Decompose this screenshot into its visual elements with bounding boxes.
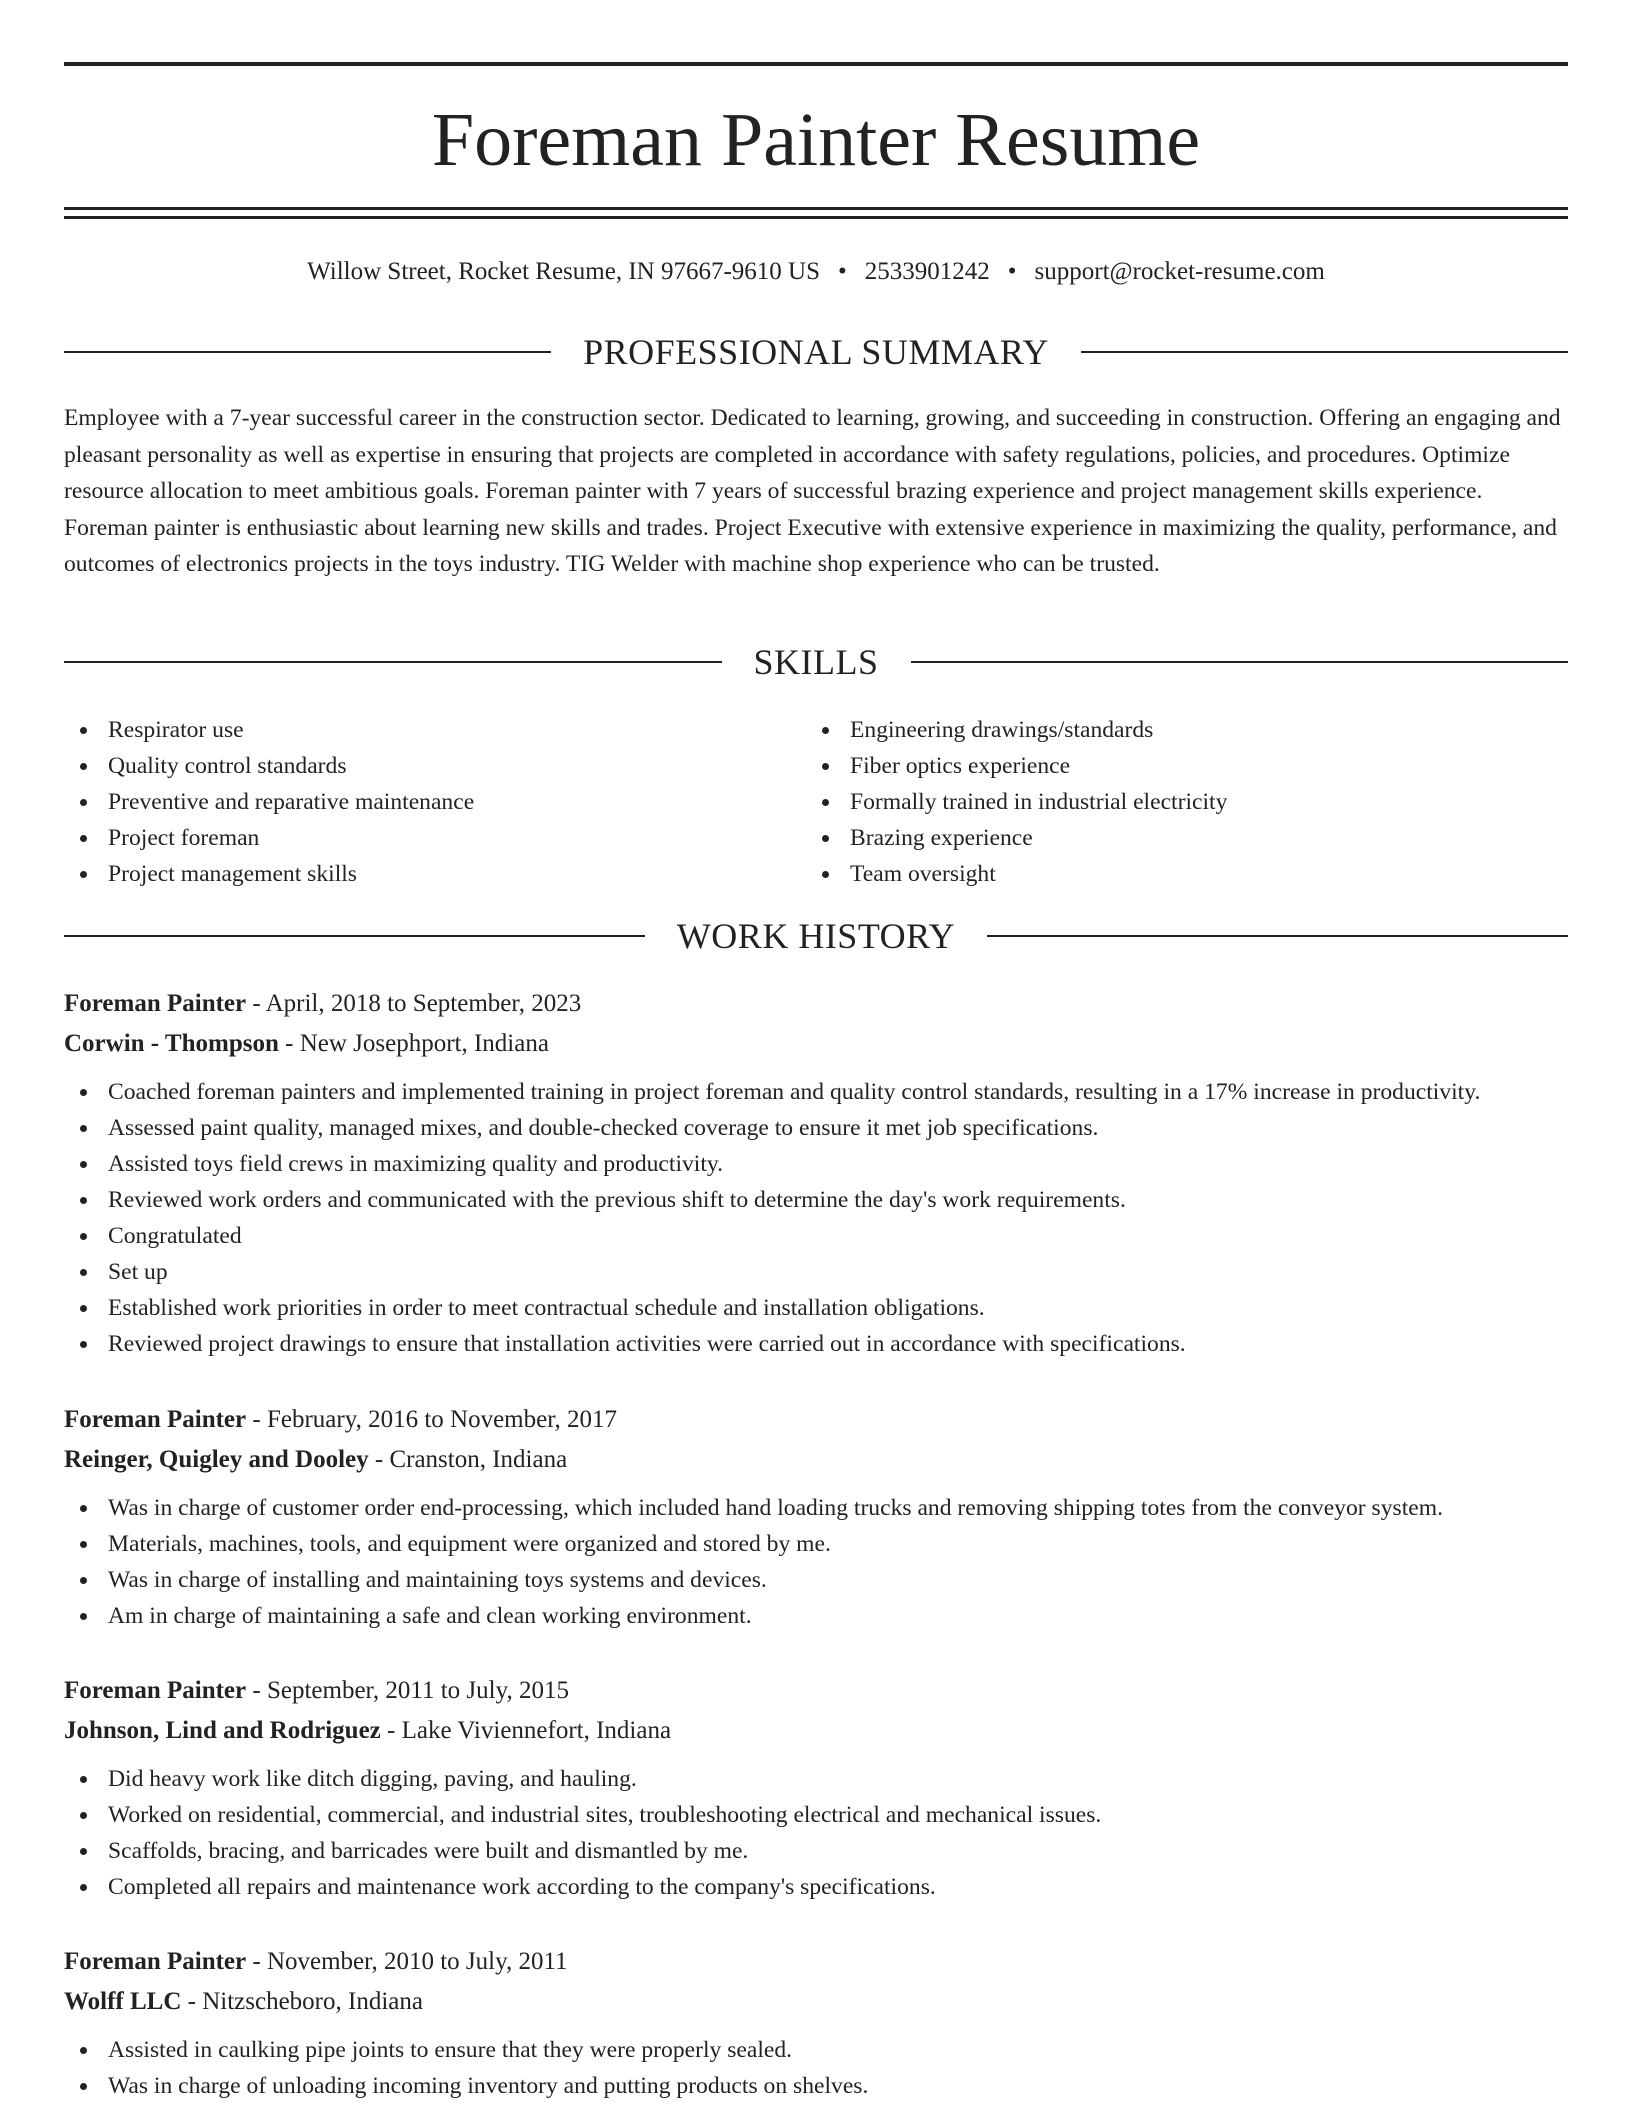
job-duty-item: Completed all repairs and maintenance work according to the company's specifications. — [64, 1869, 1568, 1905]
job-title-line — [64, 984, 1568, 1024]
skill-item: Respirator use — [64, 712, 474, 748]
section-rule-left — [64, 661, 722, 663]
job-entry — [64, 984, 1568, 1362]
skill-item: Team oversight — [806, 856, 1227, 892]
contact-separator: • — [838, 258, 847, 285]
contact-line — [64, 254, 1568, 290]
job-title: Foreman Painter — [64, 1677, 247, 1704]
contact-phone: 2533901242 — [864, 258, 990, 285]
section-title-skills: SKILLS — [753, 642, 879, 682]
job-duty-item: Set up — [64, 1254, 1568, 1290]
job-dates: - February, 2016 to November, 2017 — [246, 1406, 618, 1433]
section-rule-left — [64, 351, 551, 353]
job-duty-item: Did heavy work like ditch digging, paving, and hauling. — [64, 1761, 1568, 1797]
job-duty-item: Congratulated — [64, 1218, 1568, 1254]
skill-item: Fiber optics experience — [806, 748, 1227, 784]
job-duties-list — [64, 2032, 1568, 2104]
skill-item: Project management skills — [64, 856, 474, 892]
job-duty-item: Reviewed work orders and communicated with the previous shift to determine the day's work requirements. — [64, 1182, 1568, 1218]
skill-item: Quality control standards — [64, 748, 474, 784]
section-header-summary — [64, 332, 1568, 372]
section-header-skills — [64, 642, 1568, 682]
job-location: - Cranston, Indiana — [368, 1446, 568, 1473]
section-rule-right — [911, 661, 1569, 663]
job-company: Corwin - Thompson — [64, 1030, 279, 1057]
job-duties-list — [64, 1074, 1568, 1362]
job-company-line — [64, 1024, 1568, 1064]
skill-item: Brazing experience — [806, 820, 1227, 856]
header-bottom-rule — [64, 207, 1568, 210]
page-title: Foreman Painter Resume — [431, 98, 1201, 182]
contact-email: support@rocket-resume.com — [1034, 258, 1325, 285]
job-company-line — [64, 1440, 1568, 1480]
job-dates: - September, 2011 to July, 2015 — [246, 1677, 569, 1704]
contact-address: Willow Street, Rocket Resume, IN 97667-9610 US — [307, 258, 820, 285]
section-rule-right — [1081, 351, 1568, 353]
skill-item: Formally trained in industrial electricity — [806, 784, 1227, 820]
skills-list-right — [806, 712, 1227, 892]
job-company-line — [64, 1711, 1568, 1751]
job-duty-item: Scaffolds, bracing, and barricades were built and dismantled by me. — [64, 1833, 1568, 1869]
job-company: Reinger, Quigley and Dooley — [64, 1446, 369, 1473]
job-title: Foreman Painter — [64, 1948, 247, 1975]
job-title-line — [64, 1400, 1568, 1440]
job-title-line — [64, 1942, 1568, 1982]
job-location: - Nitzscheboro, Indiana — [181, 1988, 423, 2015]
job-title: Foreman Painter — [64, 1406, 247, 1433]
job-duty-item: Reviewed project drawings to ensure that installation activities were carried out in accordance with specifications. — [64, 1326, 1568, 1362]
skill-item: Preventive and reparative maintenance — [64, 784, 474, 820]
skills-list-left — [64, 712, 474, 892]
job-title-line — [64, 1671, 1568, 1711]
section-rule-left — [64, 935, 645, 937]
job-duty-item: Materials, machines, tools, and equipment were organized and stored by me. — [64, 1526, 1568, 1562]
job-company: Johnson, Lind and Rodriguez — [64, 1717, 381, 1744]
job-duties-list — [64, 1761, 1568, 1905]
job-duty-item: Assisted toys field crews in maximizing quality and productivity. — [64, 1146, 1568, 1182]
job-dates: - April, 2018 to September, 2023 — [246, 990, 582, 1017]
job-entry — [64, 1400, 1568, 1634]
job-duty-item: Am in charge of maintaining a safe and clean working environment. — [64, 1598, 1568, 1634]
job-entry — [64, 1942, 1568, 2104]
job-company-line — [64, 1982, 1568, 2022]
header-top-rule — [64, 62, 1568, 66]
job-duty-item: Was in charge of customer order end-processing, which included hand loading trucks and removing shipping totes from the conveyor system. — [64, 1490, 1568, 1526]
job-duty-item: Coached foreman painters and implemented training in project foreman and quality control standards, resulting in a 17% increase in productivity. — [64, 1074, 1568, 1110]
job-location: - Lake Viviennefort, Indiana — [380, 1717, 672, 1744]
job-title: Foreman Painter — [64, 990, 247, 1017]
job-duty-item: Was in charge of unloading incoming inventory and putting products on shelves. — [64, 2068, 1568, 2104]
header-bottom-rule-inner — [64, 216, 1568, 219]
job-duty-item: Worked on residential, commercial, and industrial sites, troubleshooting electrical and mechanical issues. — [64, 1797, 1568, 1833]
job-location: - New Josephport, Indiana — [278, 1030, 549, 1057]
skill-item: Engineering drawings/standards — [806, 712, 1227, 748]
job-duty-item: Established work priorities in order to meet contractual schedule and installation obligations. — [64, 1290, 1568, 1326]
section-title-work-history: WORK HISTORY — [676, 916, 956, 956]
section-title-summary: PROFESSIONAL SUMMARY — [583, 332, 1049, 372]
section-header-work-history — [64, 916, 1568, 956]
job-dates: - November, 2010 to July, 2011 — [246, 1948, 568, 1975]
contact-separator: • — [1007, 258, 1017, 285]
job-duty-item: Was in charge of installing and maintaining toys systems and devices. — [64, 1562, 1568, 1598]
job-company: Wolff LLC — [64, 1988, 182, 2015]
job-entry — [64, 1671, 1568, 1905]
job-duties-list — [64, 1490, 1568, 1634]
job-duty-item: Assisted in caulking pipe joints to ensure that they were properly sealed. — [64, 2032, 1568, 2068]
job-duty-item: Assessed paint quality, managed mixes, and double-checked coverage to ensure it met job specifications. — [64, 1110, 1568, 1146]
skill-item: Project foreman — [64, 820, 474, 856]
professional-summary-text: Employee with a 7-year successful career in the construction sector. Dedicated to learning, growing, and succeeding in construction. Offering an engaging and pleasant personality as well as expertise in ensuring that projects are completed in accordance with safety regulations, policies, and procedures. Optimize resource allocation to meet ambitious goals. Foreman painter with 7 years of successful brazing experience and project management skills experience. Foreman painter is enthusiastic about learning new skills and trades. Project Executive with extensive experience in maximizing the quality, performance, and outcomes of electronics projects in the toys industry. TIG Welder with machine shop experience who can be trusted. — [64, 405, 1561, 577]
section-rule-right — [987, 935, 1568, 937]
